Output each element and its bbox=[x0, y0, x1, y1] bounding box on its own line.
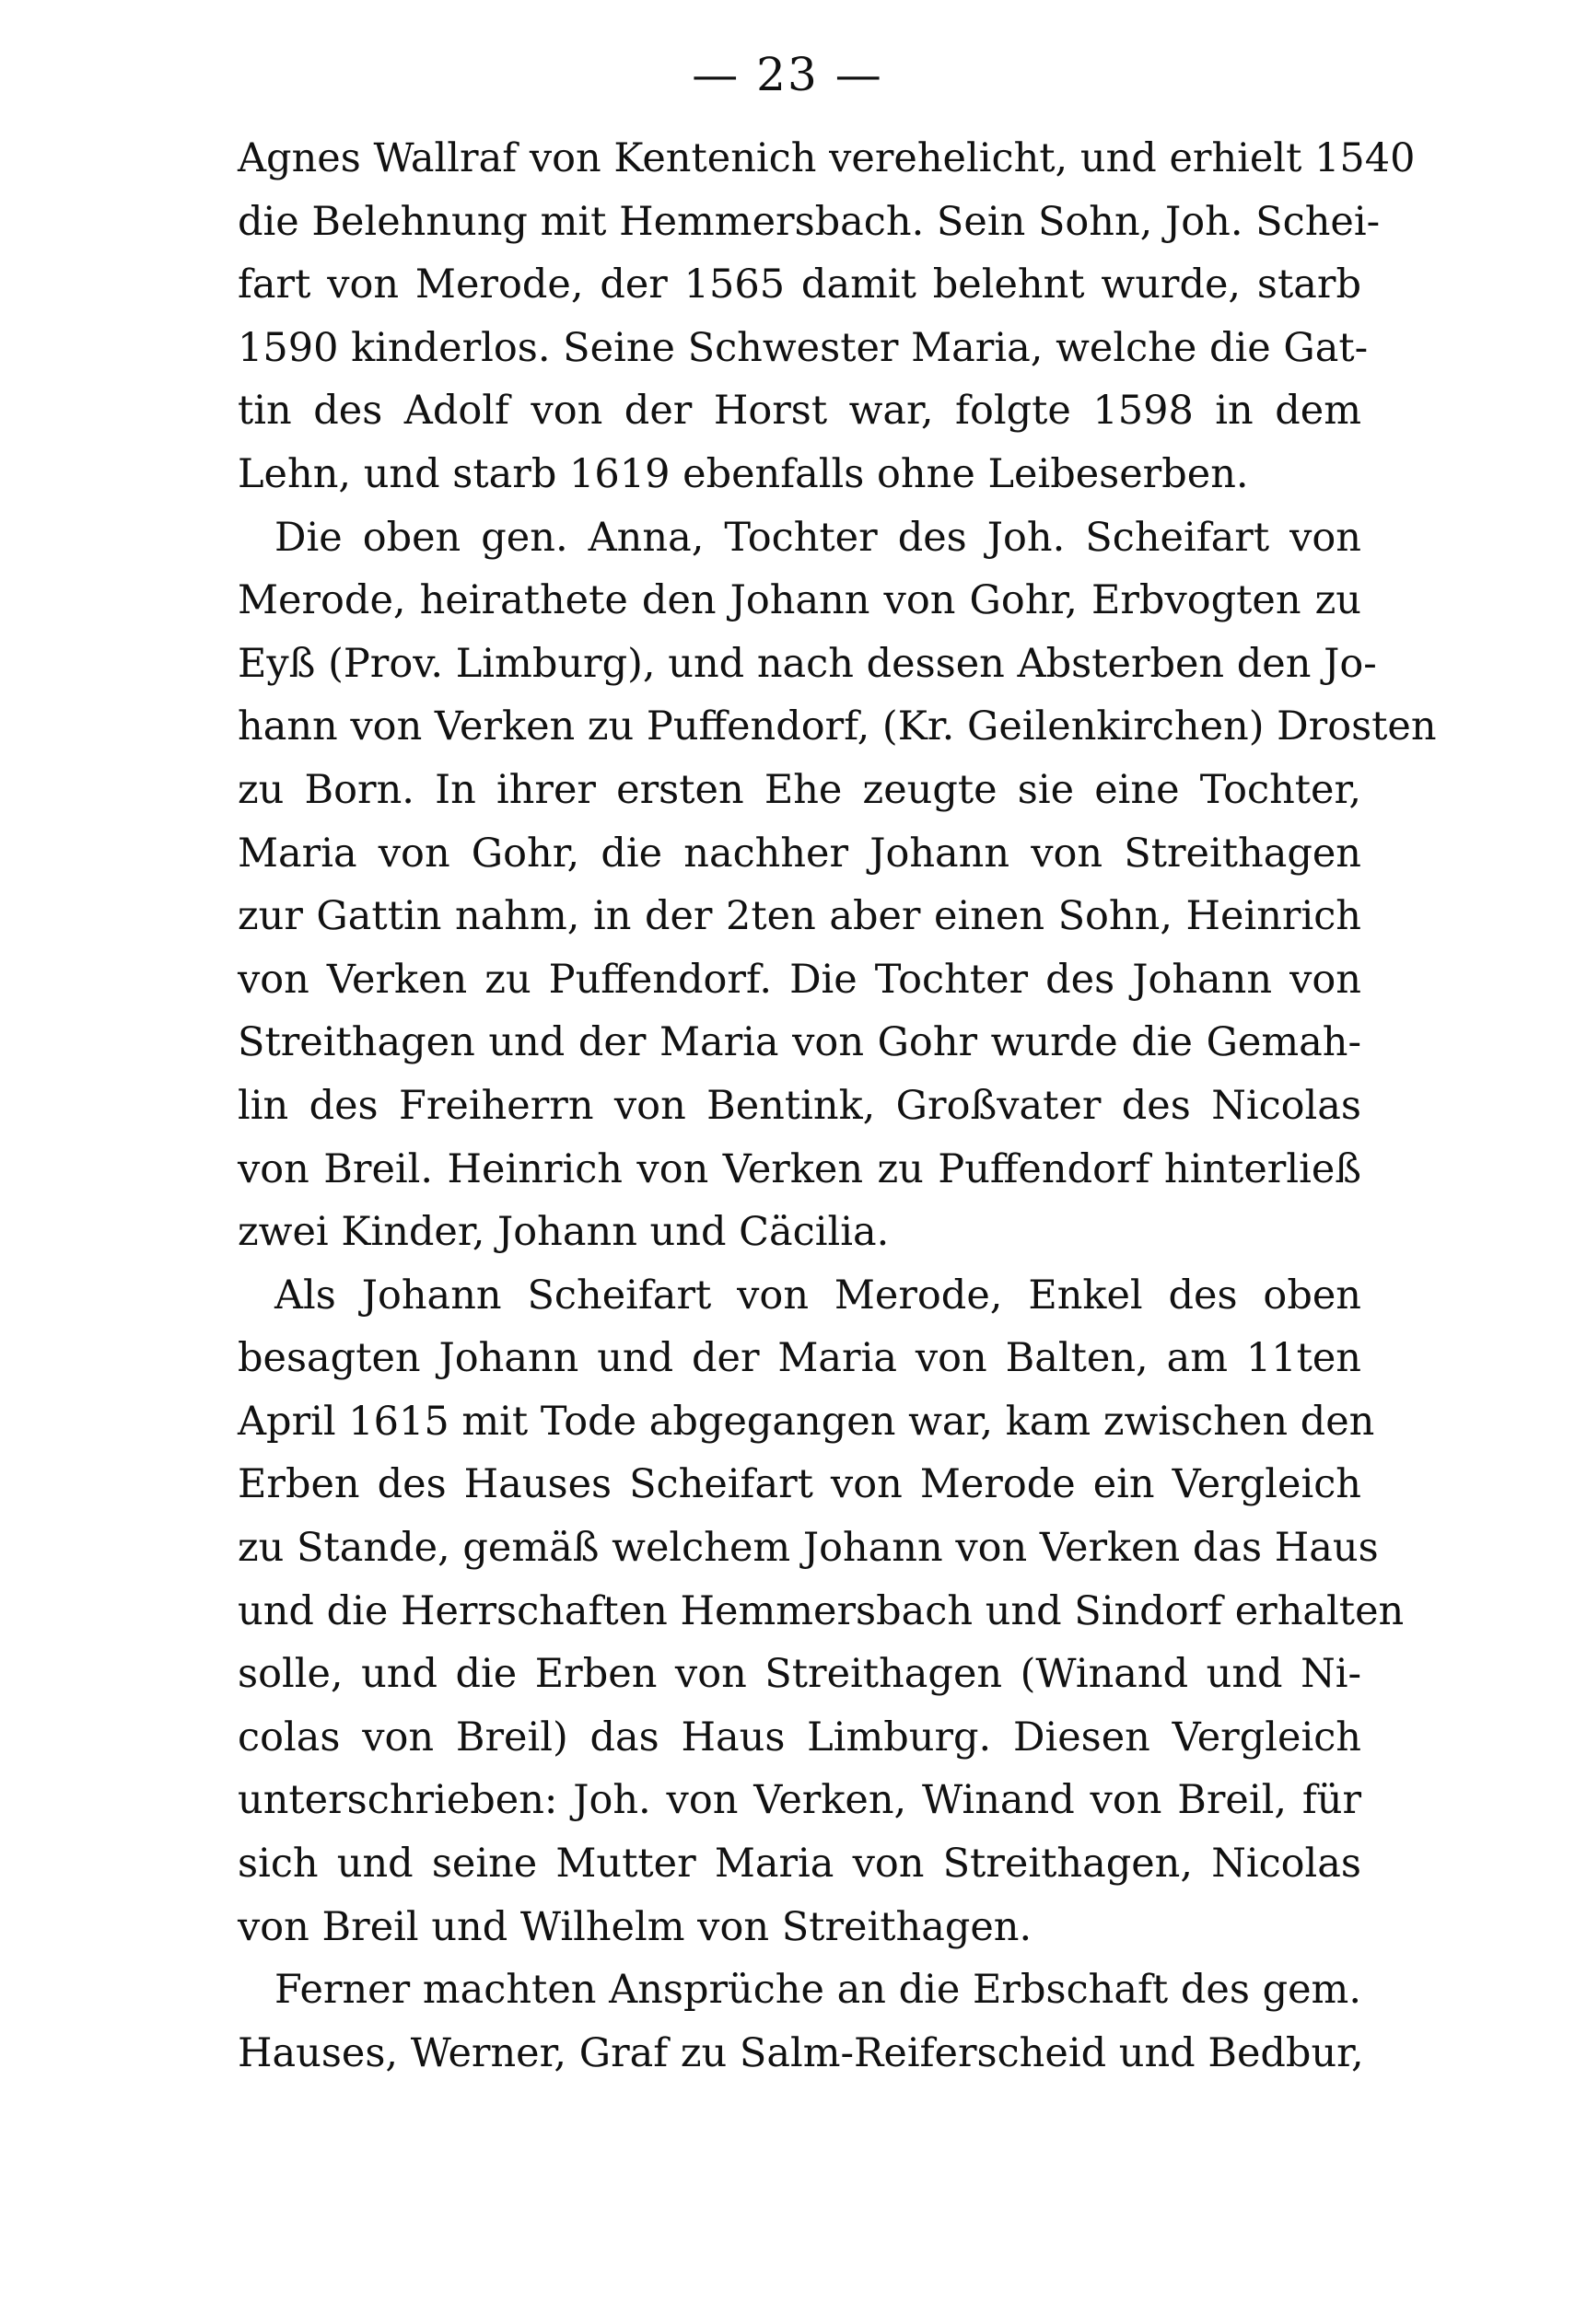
text-line: colas von Breil) das Haus Limburg. Diesen Vergleich bbox=[238, 1714, 1361, 1760]
text-line: Agnes Wallraf von Kentenich verehelicht, und erhielt 1540 bbox=[238, 135, 1416, 181]
text-line: von Verken zu Puffendorf. Die Tochter des Johann von bbox=[238, 956, 1361, 1003]
text-line: Merode, heirathete den Johann von Gohr, Erbvogten zu bbox=[238, 577, 1361, 624]
text-line: solle, und die Erben von Streithagen (Winand und Ni- bbox=[238, 1651, 1361, 1698]
text-line: fart von Merode, der 1565 damit belehnt wurde, starb bbox=[238, 261, 1361, 308]
text-line: Lehn, und starb 1619 ebenfalls ohne Leibeserben. bbox=[238, 450, 1249, 497]
text-line: zur Gattin nahm, in der 2ten aber einen Sohn, Heinrich bbox=[238, 893, 1361, 940]
text-line: 1590 kinderlos. Seine Schwester Maria, welche die Gat- bbox=[238, 324, 1369, 371]
text-line: Hauses, Werner, Graf zu Salm-Reiferscheid und Bedbur, bbox=[238, 2029, 1364, 2076]
text-line: zu Stande, gemäß welchem Johann von Verken das Haus bbox=[238, 1525, 1379, 1572]
text-line: Maria von Gohr, die nachher Johann von Streithagen bbox=[238, 830, 1361, 877]
text-line: lin des Freiherrn von Bentink, Großvater des Nicolas bbox=[238, 1082, 1361, 1129]
body-text bbox=[238, 127, 1437, 2085]
text-line: von Breil und Wilhelm von Streithagen. bbox=[238, 1903, 1032, 1950]
text-line: die Belehnung mit Hemmersbach. Sein Sohn, Joh. Schei- bbox=[238, 198, 1381, 245]
text-line: April 1615 mit Tode abgegangen war, kam zwischen den bbox=[238, 1398, 1375, 1445]
text-line: hann von Verken zu Puffendorf, (Kr. Geilenkirchen) Drosten bbox=[238, 703, 1437, 750]
text-line: Die oben gen. Anna, Tochter des Joh. Scheifart von bbox=[274, 514, 1361, 561]
text-line: tin des Adolf von der Horst war, folgte 1598 in dem bbox=[238, 388, 1361, 435]
text-line: sich und seine Mutter Maria von Streithagen, Nicolas bbox=[238, 1841, 1361, 1888]
text-line: zwei Kinder, Johann und Cäcilia. bbox=[238, 1209, 890, 1256]
text-line: besagten Johann und der Maria von Balten, am 11ten bbox=[238, 1335, 1361, 1382]
text-line: Eyß (Prov. Limburg), und nach dessen Absterben den Jo- bbox=[238, 640, 1377, 687]
text-line: Ferner machten Ansprüche an die Erbschaft des gem. bbox=[274, 1967, 1361, 2014]
page-number: — 23 — bbox=[692, 48, 883, 101]
text-line: Streithagen und der Maria von Gohr wurde die Gemah- bbox=[238, 1019, 1361, 1066]
text-line: zu Born. In ihrer ersten Ehe zeugte sie eine Tochter, bbox=[238, 766, 1361, 813]
text-line: von Breil. Heinrich von Verken zu Puffendorf hinterließ bbox=[238, 1145, 1361, 1192]
text-line: und die Herrschaften Hemmersbach und Sindorf erhalten bbox=[238, 1587, 1405, 1634]
text-line: unterschrieben: Joh. von Verken, Winand von Breil, für bbox=[238, 1777, 1361, 1824]
text-line: Als Johann Scheifart von Merode, Enkel des oben bbox=[274, 1272, 1361, 1319]
text-line: Erben des Hauses Scheifart von Merode ein Vergleich bbox=[238, 1461, 1361, 1508]
